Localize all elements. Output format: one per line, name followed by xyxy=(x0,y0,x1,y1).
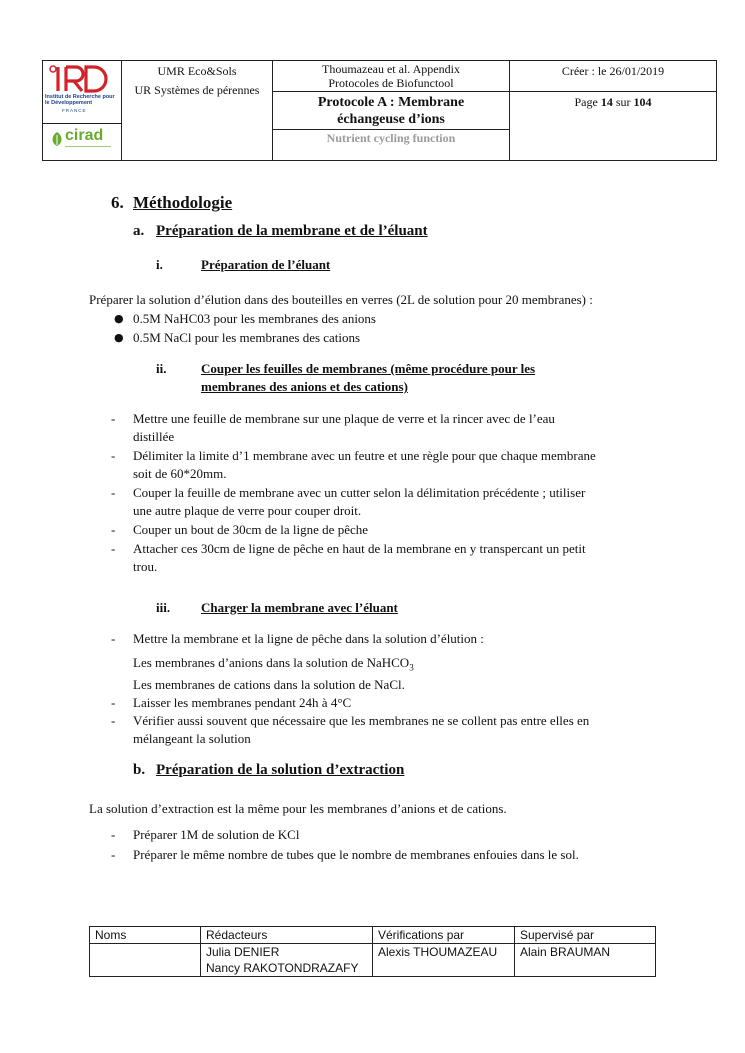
subsection-b-label: b. xyxy=(133,762,146,778)
list-item: Couper un bout de 30cm de la ligne de pêche xyxy=(133,522,369,537)
created-cell xyxy=(510,61,717,92)
superviseur-cell: Alain BRAUMAN xyxy=(515,944,656,977)
dash: - xyxy=(111,695,116,710)
function-label: Nutrient cycling function xyxy=(326,131,456,145)
subsection-a-title xyxy=(156,223,428,240)
step-iii-title xyxy=(201,599,398,617)
ird-logo xyxy=(42,61,122,124)
list-item-line1: Attacher ces 30cm de ligne de pêche en haut de la membrane en y transpercant un petit xyxy=(133,541,586,556)
section-title-text: Méthodologie xyxy=(133,193,233,212)
list-item-line2: soit de 60*20mm. xyxy=(133,466,227,481)
dash: - xyxy=(111,541,116,556)
org1: UMR Eco&Sols xyxy=(157,64,237,78)
step-ii-title-line2: membranes des anions et des cations) xyxy=(201,379,408,394)
list-item-line1: Couper la feuille de membrane avec un cutter selon la délimitation précédente ; utiliser xyxy=(133,485,586,500)
cirad-tagline xyxy=(65,146,111,149)
verificateur-cell: Alexis THOUMAZEAU xyxy=(373,944,515,977)
step-iii-title-text: Charger la membrane avec l’éluant xyxy=(201,600,398,615)
subscript: 3 xyxy=(409,662,414,673)
sub-line xyxy=(133,654,414,677)
empty-cell xyxy=(90,944,201,977)
page-current: 14 xyxy=(600,95,613,109)
dash: - xyxy=(111,713,116,728)
list-item xyxy=(133,410,663,446)
cirad-leaf-icon xyxy=(50,131,64,147)
subsection-b-intro: La solution d’extraction est la même pour les membranes d’anions et de cations. xyxy=(89,801,507,816)
list-item: Préparer 1M de solution de KCl xyxy=(133,827,300,842)
col-noms: Noms xyxy=(90,927,201,944)
page-prefix: Page xyxy=(574,95,601,109)
subsection-b-title-text: Préparation de la solution d’extraction xyxy=(156,762,405,778)
page-total: 104 xyxy=(633,95,652,109)
bullet-dot: ● xyxy=(114,312,124,325)
dash: - xyxy=(111,411,116,426)
step-i-title xyxy=(201,256,330,274)
appendix-cell xyxy=(273,61,510,92)
protocol-cell xyxy=(273,92,510,161)
dash: - xyxy=(111,827,116,842)
list-item-line2: distillée xyxy=(133,429,175,444)
logo-cell xyxy=(43,61,122,161)
redacteurs-cell xyxy=(201,944,373,977)
list-item xyxy=(133,447,673,483)
dash: - xyxy=(111,448,116,463)
list-item: Laisser les membranes pendant 24h à 4°C xyxy=(133,695,352,710)
header-table xyxy=(42,60,717,161)
dash: - xyxy=(111,485,116,500)
dash: - xyxy=(111,631,116,646)
step-ii-title-line1: Couper les feuilles de membranes (même procédure pour les xyxy=(201,361,536,376)
list-item-line1: Vérifier aussi souvent que nécessaire que les membranes ne se collent pas entre elles en xyxy=(133,713,590,728)
step-i-label: i. xyxy=(156,257,163,272)
list-item: Préparer le même nombre de tubes que le nombre de membranes enfouies dans le sol. xyxy=(133,847,579,862)
organisation-cell xyxy=(122,61,273,161)
bullet-dot: ● xyxy=(114,331,124,344)
cirad-logo xyxy=(43,124,121,157)
appendix-line2: Protocoles de Biofunctool xyxy=(328,76,454,90)
appendix-line1: Thoumazeau et al. Appendix xyxy=(322,62,460,76)
page-cell xyxy=(510,92,717,161)
subsection-a-title-text: Préparation de la membrane et de l’éluant xyxy=(156,223,428,239)
step-i-intro: Préparer la solution d’élution dans des bouteilles en verres (2L de solution pour 20 membranes) : xyxy=(89,292,593,307)
col-redacteurs: Rédacteurs xyxy=(201,927,373,944)
step-ii-title xyxy=(201,360,535,396)
ird-country: FRANCE xyxy=(62,108,87,113)
sub-line: Les membranes de cations dans la solution de NaCl. xyxy=(133,677,405,692)
page-mid: sur xyxy=(612,95,634,109)
list-item: 0.5M NaHC03 pour les membranes des anions xyxy=(133,311,376,326)
list-item xyxy=(133,484,673,520)
dash: - xyxy=(111,847,116,862)
subsection-b-title xyxy=(156,762,404,779)
section-number: 6. xyxy=(111,193,124,212)
redacteur-1: Julia DENIER xyxy=(206,945,280,959)
created-date: Créer : le 26/01/2019 xyxy=(561,64,665,78)
step-iii-label: iii. xyxy=(156,600,171,615)
list-item-line1: Délimiter la limite d’1 membrane avec un feutre et une règle pour que chaque membrane xyxy=(133,448,596,463)
signature-table xyxy=(89,926,656,977)
list-item: 0.5M NaCl pour les membranes des cations xyxy=(133,330,361,345)
protocol-title: Protocole A : Membrane échangeuse d’ions xyxy=(273,92,509,130)
list-item: Mettre la membrane et la ligne de pêche dans la solution d’élution : xyxy=(133,631,484,646)
redacteur-2: Nancy RAKOTONDRAZAFY xyxy=(206,961,359,975)
org2: UR Systèmes de pérennes xyxy=(134,83,260,97)
list-item-line1: Mettre une feuille de membrane sur une plaque de verre et la rincer avec de l’eau xyxy=(133,411,555,426)
col-supervise: Supervisé par xyxy=(515,927,656,944)
step-i-title-text: Préparation de l’éluant xyxy=(201,257,331,272)
page-number xyxy=(510,92,716,113)
step-ii-label: ii. xyxy=(156,361,167,376)
list-item xyxy=(133,540,673,576)
sub-line-text: Les membranes d’anions dans la solution de NaHCO xyxy=(133,655,410,670)
ird-text: Institut de Recherche pour le Développement xyxy=(45,94,115,106)
list-item-line2: mélangeant la solution xyxy=(133,731,251,746)
cirad-text: cirad xyxy=(65,127,104,144)
list-item-line2: une autre plaque de verre pour couper droit. xyxy=(133,503,362,518)
subsection-a-label: a. xyxy=(133,223,145,239)
section-title xyxy=(133,193,232,213)
list-item-line2: trou. xyxy=(133,559,158,574)
dash: - xyxy=(111,522,116,537)
col-verifications: Vérifications par xyxy=(373,927,515,944)
list-item xyxy=(133,712,673,748)
